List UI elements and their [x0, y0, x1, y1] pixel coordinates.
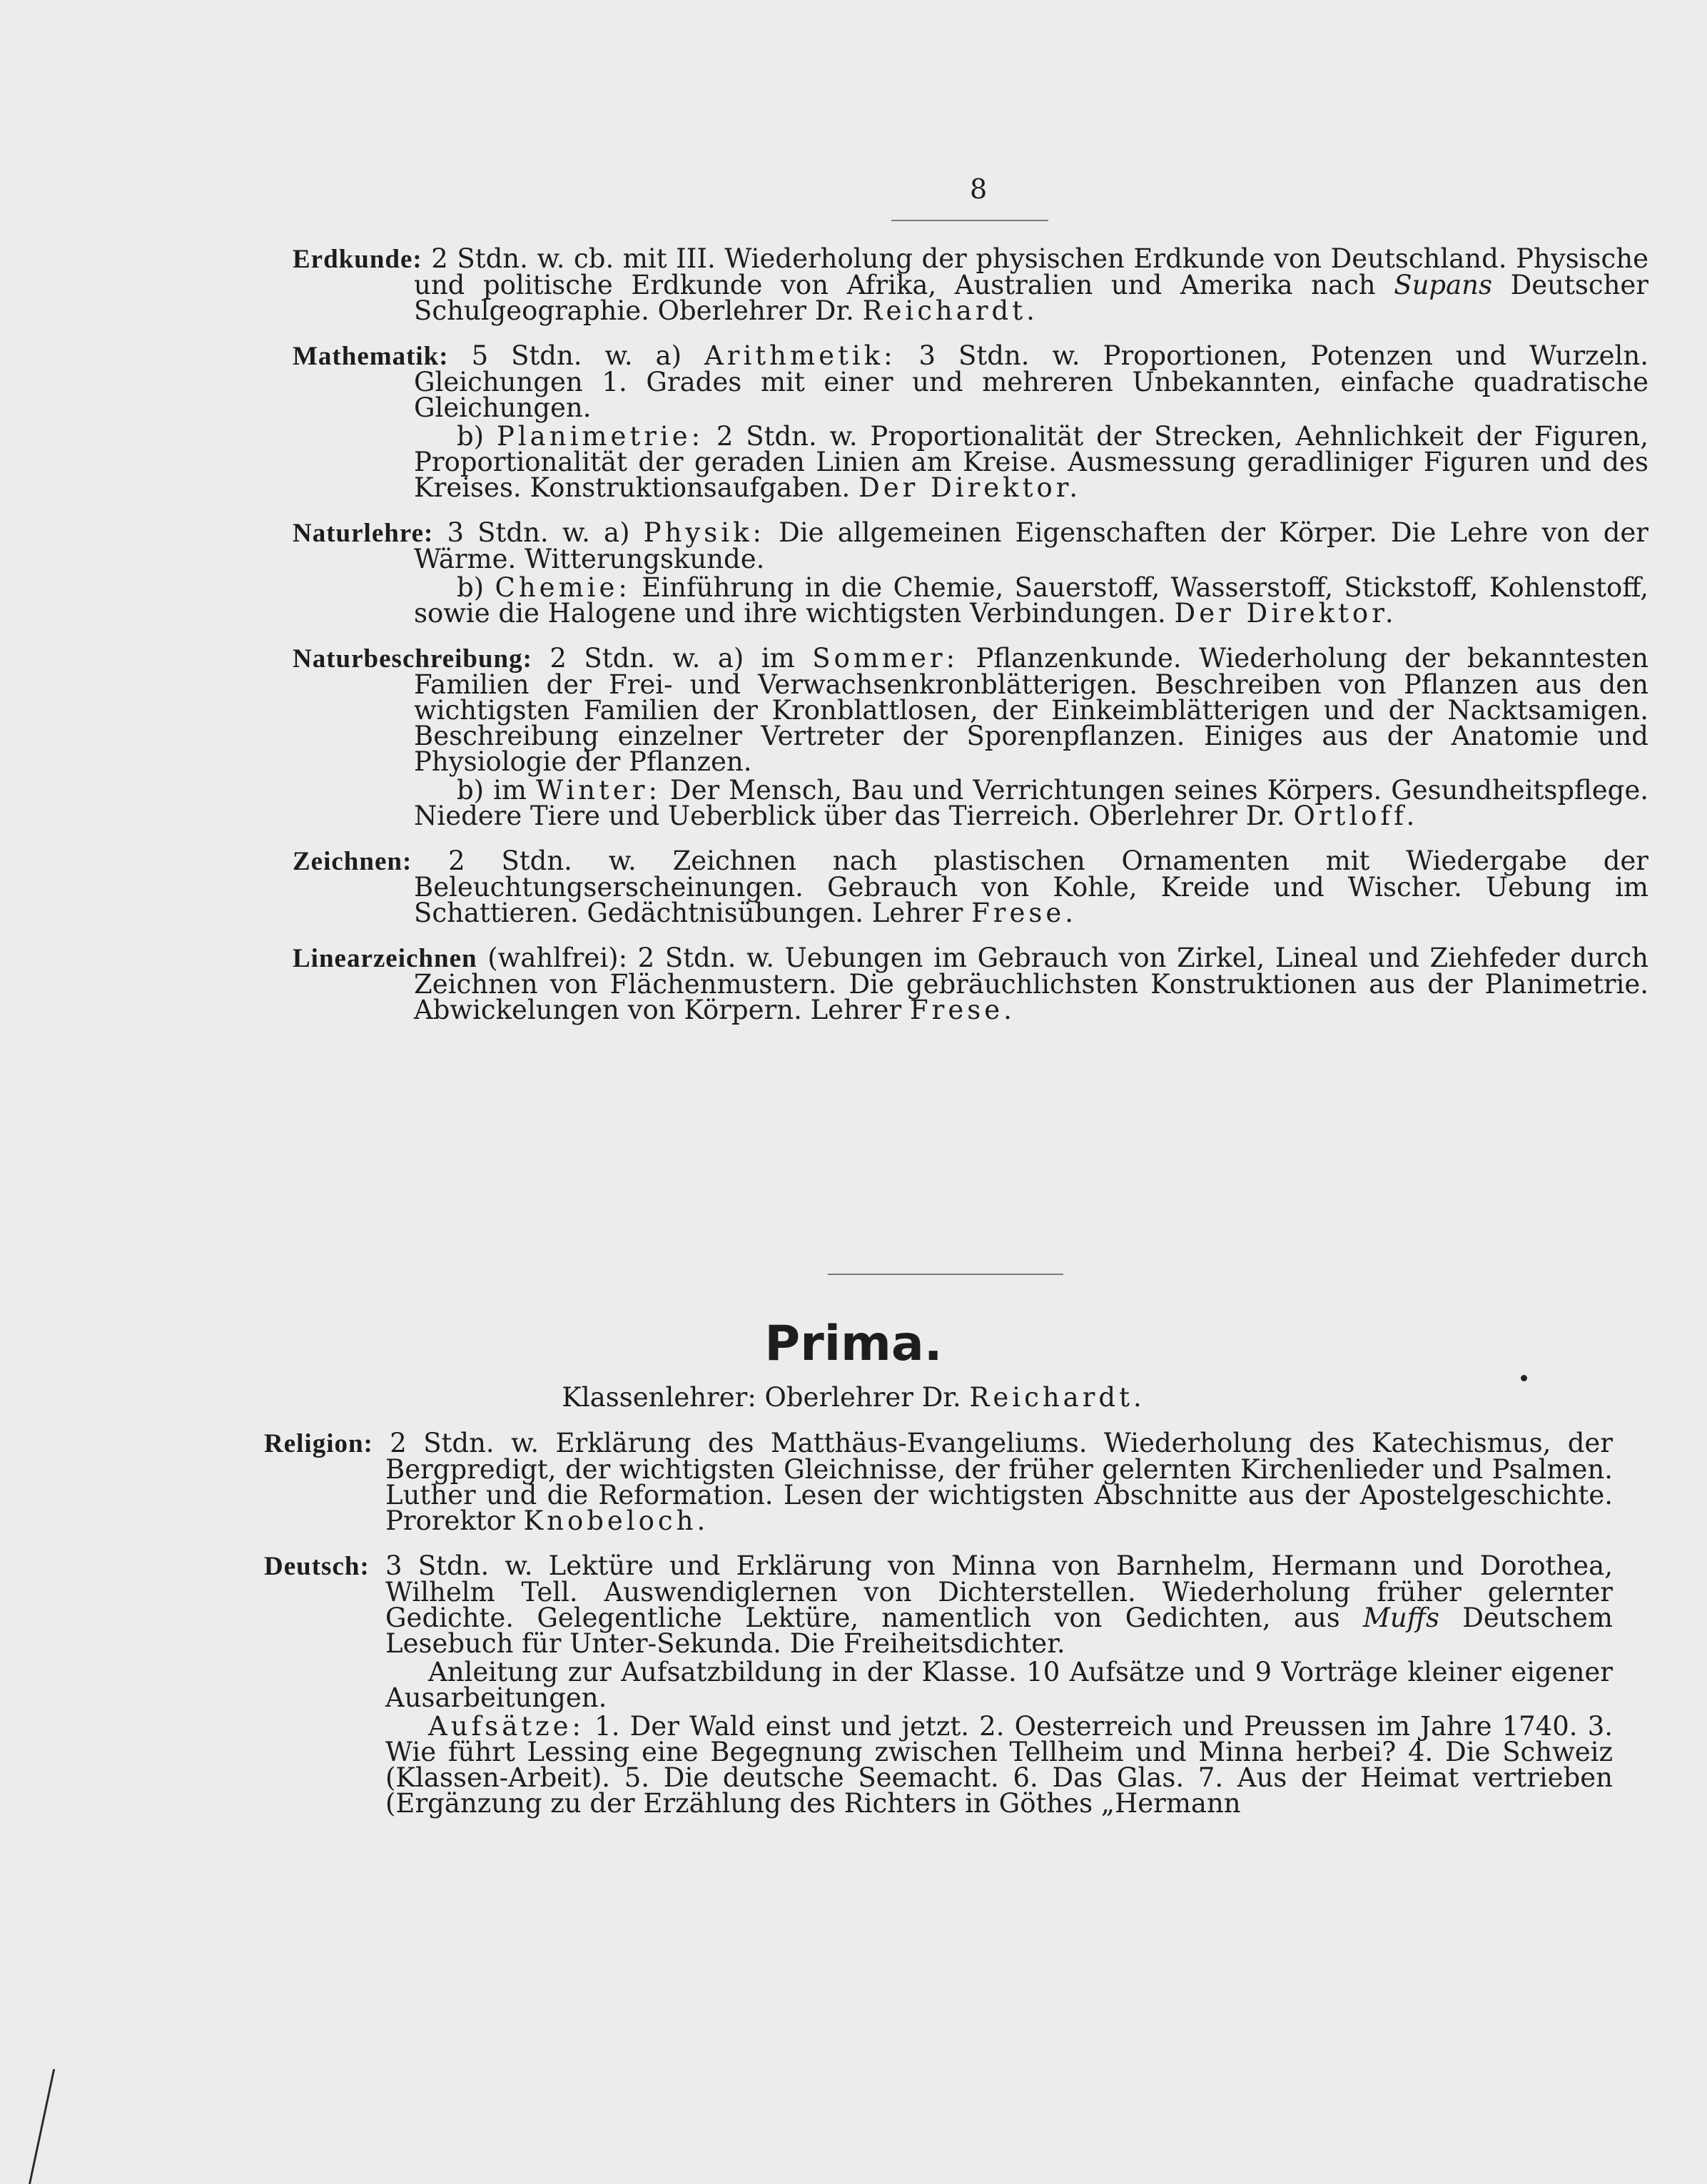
entry-zeichnen: [293, 845, 1648, 928]
teacher-name: Der Direktor.: [1174, 598, 1397, 629]
entry-text: 2 Stdn. w. a) im: [549, 643, 813, 674]
entry-continuation: [293, 421, 1648, 503]
cont-text: Der Mensch, Bau und Verrichtungen seines Körpers. Gesundheitspflege. Niedere Tiere und Ueberblick über das Tierreich. Oberlehrer Dr.: [414, 775, 1648, 831]
teacher-name: Reichardt.: [862, 295, 1038, 326]
entry-continuation: [293, 775, 1648, 831]
entry-paragraph: [264, 1428, 1614, 1536]
topic-label: Physik:: [643, 517, 766, 548]
subtitle-text: Klassenlehrer: Oberlehrer Dr.: [562, 1382, 970, 1413]
entry-linearzeichnen: [293, 945, 1648, 1023]
entry-text: (wahlfrei): 2 Stdn. w. Uebungen im Gebrauch von Zirkel, Lineal und Ziehfeder durch Zeichnen von Flächenmustern. Die gebräuchlichsten Konstruktionen aus der Planimetrie. Abwickelungen von Körpern. Lehrer: [414, 943, 1648, 1025]
top-rule: [891, 220, 1048, 221]
teacher-name: Der Direktor.: [858, 472, 1082, 503]
entry-paragraph: [293, 845, 1648, 928]
cont-prefix: b): [457, 421, 497, 452]
entry-continuation: [293, 572, 1648, 629]
entry-paragraph: [293, 945, 1648, 1023]
subject-label: Zeichnen:: [293, 847, 412, 876]
entry-italic: Muffs: [1363, 1603, 1439, 1633]
subject-label: Naturlehre:: [293, 519, 434, 548]
subject-label: Naturbeschreibung:: [293, 644, 532, 674]
entry-naturbeschreibung: [293, 643, 1649, 831]
page-number: 8: [970, 173, 988, 205]
page-edge-shadow: [0, 2069, 55, 2184]
subject-label: Linearzeichnen: [293, 944, 477, 973]
cont-text: Anleitung zur Aufsatzbildung in der Klasse. 10 Aufsätze und 9 Vorträge kleiner eigener Ausarbeitungen.: [385, 1657, 1613, 1713]
subject-label: Religion:: [264, 1429, 373, 1458]
entry-deutsch: [264, 1550, 1613, 1819]
topic-label: Aufsätze:: [428, 1711, 585, 1742]
cont-prefix: b) im: [457, 775, 536, 806]
entry-erdkunde: [293, 243, 1648, 326]
topic-label: Arithmetik:: [704, 340, 896, 371]
entry-mathematik: [293, 340, 1648, 503]
teacher-name: Knobeloch.: [523, 1505, 709, 1536]
entry-text: 2 Stdn. w. cb. mit III. Wiederholung der physischen Erdkunde von Deutschland. Physische und politische Erdkunde von Afrika, Australien und Amerika nach: [414, 243, 1648, 300]
entry-naturlehre: [293, 517, 1648, 629]
entry-text-after: Deutschem Lesebuch für Unter-Sekunda. Die Freiheitsdichter.: [385, 1603, 1613, 1659]
subject-label: Erdkunde:: [293, 245, 422, 274]
entry-continuation: [264, 1657, 1613, 1713]
print-speck: [1521, 1375, 1527, 1381]
cont-text: 1. Der Wald einst und jetzt. 2. Oesterreich und Preussen im Jahre 1740. 3. Wie führt Lessing eine Begegnung zwischen Tellheim und Minna herbei? 4. Die Schweiz (Klassen-Arbeit). 5. Die deutsche Seemacht. 6. Das Glas. 7. Aus der Heimat vertrieben (Ergänzung zu der Erzählung des Richters in Göthes „Hermann: [385, 1711, 1613, 1819]
topic-label: Winter:: [535, 775, 661, 806]
section-rule: [828, 1274, 1063, 1275]
entry-text: 3 Stdn. w. Lektüre und Erklärung von Minna von Barnhelm, Hermann und Dorothea, Wilhelm Tell. Auswendiglernen von Dichterstellen. Wiederholung früher gelernter Gedichte. Gelegentliche Lektüre, namentlich von Gedichten, aus: [385, 1550, 1613, 1633]
entry-continuation: [264, 1711, 1613, 1819]
entry-text-after: 3 Stdn. w. Proportionen, Potenzen und Wurzeln. Gleichungen 1. Grades mit einer und mehreren Unbekannten, einfache quadratische Gleichungen.: [414, 340, 1648, 423]
upper-content: [293, 243, 1649, 1042]
section-title: Prima.: [764, 1316, 943, 1372]
topic-label: Planimetrie:: [496, 421, 704, 452]
entry-text-after: Die allgemeinen Eigenschaften der Körper. Die Lehre von der Wärme. Witterungskunde.: [414, 517, 1648, 574]
lower-content: [264, 1428, 1614, 1836]
cont-text: Einführung in die Chemie, Sauerstoff, Wasserstoff, Stickstoff, Kohlenstoff, sowie die Halogene und ihre wichtigsten Verbindungen.: [414, 572, 1648, 629]
entry-text-after: Pflanzenkunde. Wiederholung der bekanntesten Familien der Frei- und Verwachsenkronblätterigen. Beschreiben von Pflanzen aus den wichtigsten Familien der Kronblattlosen, der Einkeimblätterigen und der Nacktsamigen. Beschreibung einzelner Vertreter der Sporenpflanzen. Einiges aus der Anatomie und Physiologie der Pflanzen.: [414, 643, 1649, 777]
entry-text: 2 Stdn. w. Zeichnen nach plastischen Ornamenten mit Wiedergabe der Beleuchtungserscheinungen. Gebrauch von Kohle, Kreide und Wischer. Uebung im Schattieren. Gedächtnisübungen. Lehrer: [414, 845, 1648, 928]
topic-label: Chemie:: [495, 572, 631, 603]
entry-italic: Supans: [1394, 270, 1492, 300]
cont-prefix: b): [457, 572, 495, 603]
entry-text: 5 Stdn. w. a): [471, 340, 705, 371]
entry-text-after: Deutscher Schulgeographie. Oberlehrer Dr.: [414, 270, 1648, 326]
entry-paragraph: [293, 517, 1648, 574]
subject-label: Mathematik:: [293, 342, 449, 371]
entry-text: 2 Stdn. w. Erklärung des Matthäus-Evangeliums. Wiederholung des Katechismus, der Bergpredigt, der wichtigsten Gleichnisse, der früher gelernten Kirchenlieder und Psalmen. Luther und die Reformation. Lesen der wichtigsten Abschnitte aus der Apostelgeschichte. Prorektor: [385, 1428, 1614, 1536]
section-subtitle: [0, 1384, 1707, 1411]
entry-religion: [264, 1428, 1614, 1536]
entry-text: 3 Stdn. w. a): [447, 517, 644, 548]
teacher-name: Frese.: [909, 995, 1015, 1025]
teacher-name: Frese.: [971, 898, 1077, 928]
entry-paragraph: [293, 340, 1648, 423]
class-teacher-name: Reichardt.: [969, 1382, 1145, 1413]
entry-paragraph: [293, 243, 1648, 326]
cont-text: 2 Stdn. w. Proportionalität der Strecken, Aehnlichkeit der Figuren, Proportionalität der geraden Linien am Kreise. Ausmessung geradliniger Figuren und des Kreises. Konstruktionsaufgaben.: [414, 421, 1648, 503]
entry-paragraph: [264, 1550, 1613, 1659]
subject-label: Deutsch:: [264, 1552, 370, 1581]
topic-label: Sommer:: [812, 643, 959, 674]
entry-paragraph: [293, 643, 1649, 777]
teacher-name: Ortloff.: [1293, 801, 1419, 831]
